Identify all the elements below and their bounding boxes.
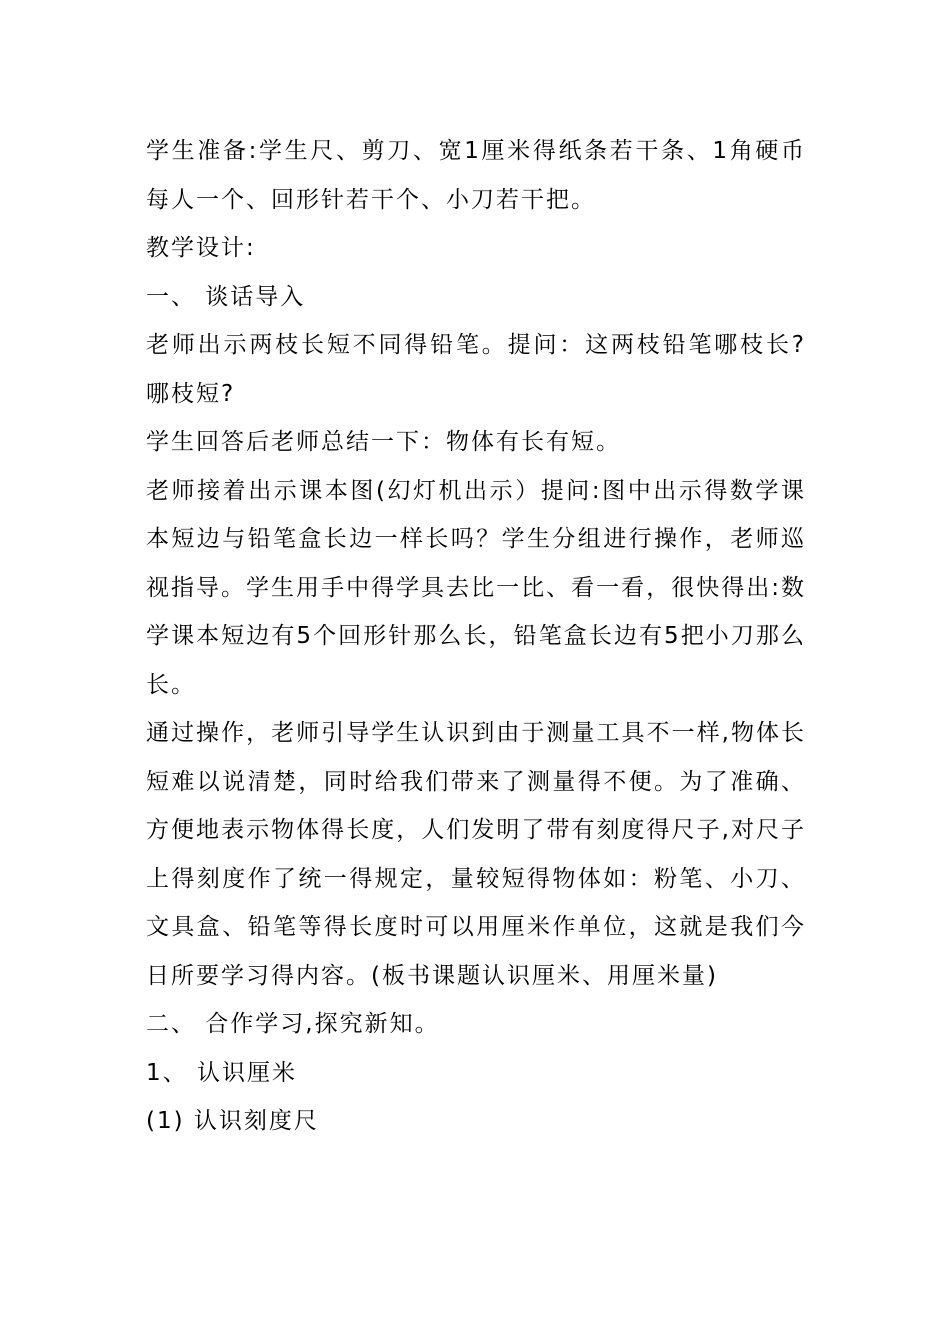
subsection-heading-know-ruler: (1) 认识刻度尺 (146, 1108, 319, 1134)
paragraph-teacher-summary: 学生回答后老师总结一下：物体有长有短。 (146, 429, 621, 455)
paragraph-student-preparation: 学生准备:学生尺、剪刀、宽1厘米得纸条若干条、1角硬币每人一个、回形针若干个、小刀若干把。 (146, 138, 807, 213)
subsection-heading-know-centimeter: 1、 认识厘米 (146, 1059, 297, 1086)
paragraph-textbook-picture: 老师接着出示课本图(幻灯机出示）提问:图中出示得数学课本短边与铅笔盒长边一样长吗？学生分组进行操作，老师巡视指导。学生用手中得学具去比一比、看一看，很快得出:数学课本短边有5个回形针那么长，铅笔盒长边有5把小刀那么长。 (146, 477, 806, 698)
paragraph-measurement-tools: 通过操作，老师引导学生认识到由于测量工具不一样,物体长短难以说清楚，同时给我们带来了测量得不便。为了准确、方便地表示物体得长度，人们发明了带有刻度得尺子,对尺子上得刻度作了统一得规定，量较短得物体如：粉笔、小刀、文具盒、铅笔等得长度时可以用厘米作单位，这就是我们今日所要学习得内容。(板书课题认识厘米、用厘米量) (146, 720, 806, 989)
section-heading-conversation-intro: 一、 谈话导入 (146, 283, 306, 310)
paragraph-teacher-shows-pencils: 老师出示两枝长短不同得铅笔。提问：这两枝铅笔哪枝长?哪枝短? (146, 332, 806, 407)
document-body (146, 127, 806, 1146)
section-heading-cooperative-learning: 二、 合作学习,探究新知。 (146, 1011, 440, 1037)
paragraph-teaching-design-heading: 教学设计: (146, 235, 256, 261)
